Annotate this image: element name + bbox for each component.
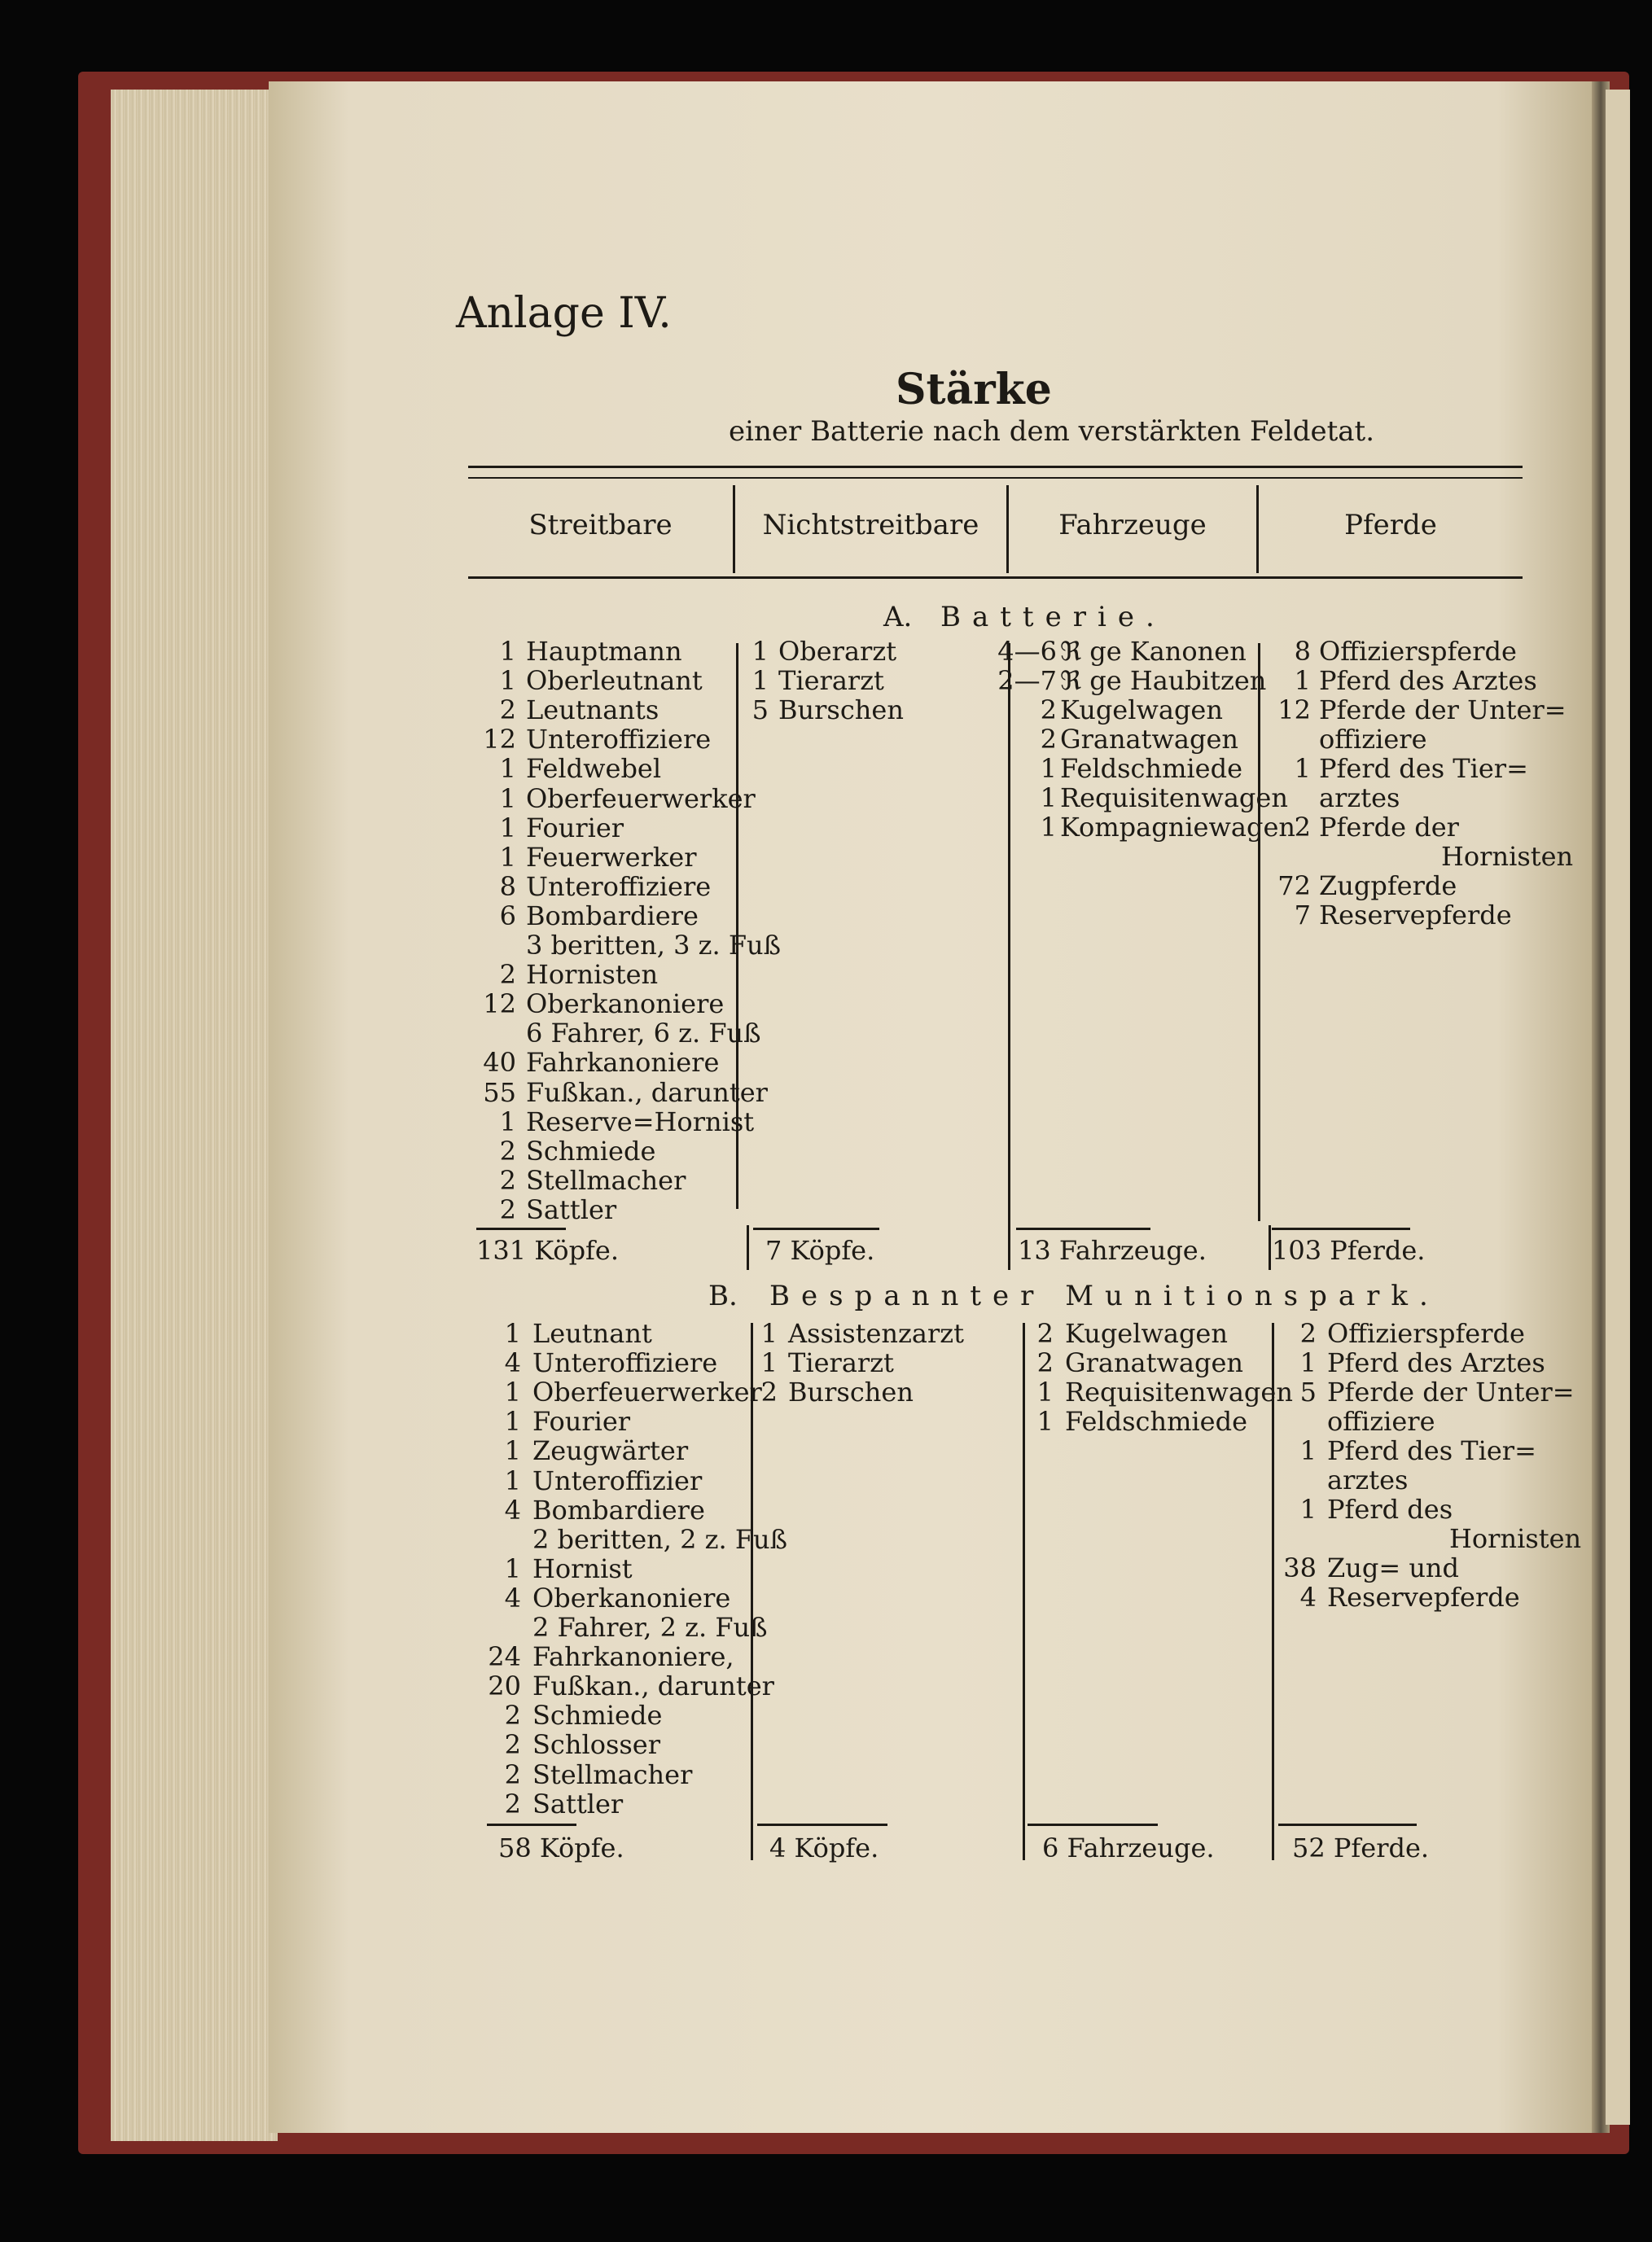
pferde-row-count: 1 — [1299, 1435, 1317, 1466]
section-b-sum-rule-4 — [1278, 1824, 1417, 1826]
streitbare-row-label: Fahrkanoniere, — [532, 1641, 734, 1673]
pferde-row-count: 1 — [1294, 665, 1311, 696]
streitbare-row-label: 3 beritten, 3 z. Fuß — [526, 930, 782, 961]
streitbare-row-count: 6 — [499, 900, 516, 931]
streitbare-row-label: 2 Fahrer, 2 z. Fuß — [532, 1612, 768, 1643]
pferde-row-count: 4 — [1299, 1582, 1317, 1613]
fahrzeuge-row-label: Kompagniewagen — [1060, 812, 1295, 843]
section-b-sum-rule-2 — [757, 1824, 887, 1826]
pferde-row-count: 72 — [1277, 870, 1311, 901]
streitbare-row-count: 2 — [504, 1758, 521, 1790]
appendix-label: Anlage IV. — [456, 289, 672, 338]
header-rule-top2 — [468, 477, 1523, 479]
streitbare-row-label: 2 beritten, 2 z. Fuß — [532, 1523, 788, 1555]
pferde-row-label: Pferde der Unter= — [1319, 694, 1567, 725]
streitbare-row-label: Oberkanoniere — [526, 988, 725, 1020]
pferde-row-count: 1 — [1299, 1494, 1317, 1525]
streitbare-row-count: 55 — [483, 1076, 516, 1108]
page-subtitle: einer Batterie nach dem verstärkten Feldetat. — [729, 415, 1375, 448]
section-b-total-fahrzeuge: 6 Fahrzeuge. — [1042, 1833, 1215, 1863]
streitbare-row-count: 1 — [504, 1435, 521, 1467]
streitbare-row-count: 2 — [504, 1700, 521, 1732]
pferde-row-label: Zugpferde — [1319, 870, 1457, 901]
section-b-total-streitbare: 58 Köpfe. — [498, 1833, 624, 1863]
nichtstreitbare-row-count: 5 — [752, 694, 769, 725]
pferde-row-label: offiziere — [1327, 1406, 1435, 1437]
streitbare-row-count: 8 — [499, 870, 516, 902]
nichtstreitbare-row-label: Oberarzt — [778, 636, 897, 667]
streitbare-row-count: 2 — [499, 1135, 516, 1167]
pferde-row-label: Hornisten — [1449, 1523, 1582, 1554]
header-nichtstreitbare: Nichtstreitbare — [762, 509, 979, 541]
section-a-total-bracket-4 — [1269, 1225, 1271, 1270]
facing-page-edge — [1606, 90, 1630, 2125]
pferde-row-label: Pferd des — [1327, 1494, 1453, 1525]
section-a-label: Batterie. — [940, 601, 1166, 633]
pferde-row-label: arztes — [1319, 782, 1400, 813]
nichtstreitbare-row-label: Tierarzt — [778, 665, 884, 696]
pferde-row-count: 5 — [1299, 1377, 1317, 1408]
section-b-total-nichtstreitbare: 4 Köpfe. — [769, 1833, 879, 1863]
pferde-row-label: Reservepferde — [1327, 1582, 1520, 1613]
pferde-row-label: Pferde der Unter= — [1327, 1377, 1575, 1408]
section-a-total-pferde: 103 Pferde. — [1272, 1235, 1426, 1266]
streitbare-row-label: Schmiede — [526, 1135, 656, 1167]
pferde-row-label: Pferd des Tier= — [1327, 1435, 1536, 1466]
section-b-sum-rule-3 — [1028, 1824, 1158, 1826]
fahrzeuge-row-count: 2 — [1036, 1318, 1054, 1349]
header-rule-bottom — [468, 576, 1523, 579]
streitbare-row-count: 4 — [504, 1347, 521, 1379]
pferde-row-count: 2 — [1299, 1318, 1317, 1349]
streitbare-row-count: 1 — [504, 1552, 521, 1584]
fahrzeuge-row-label: Feldschmiede — [1065, 1406, 1247, 1437]
streitbare-row-count: 4 — [504, 1582, 521, 1614]
streitbare-row-count: 2 — [504, 1729, 521, 1761]
streitbare-row-label: 6 Fahrer, 6 z. Fuß — [526, 1018, 761, 1049]
fahrzeuge-row-label: Feldschmiede — [1060, 753, 1242, 784]
nichtstreitbare-row-count: 1 — [752, 636, 769, 667]
pferde-row-count: 12 — [1277, 694, 1311, 725]
streitbare-row-count: 1 — [499, 812, 516, 843]
nichtstreitbare-row-count: 1 — [760, 1347, 778, 1378]
streitbare-row-count: 40 — [483, 1047, 516, 1079]
fahrzeuge-row-count: 1 — [1040, 782, 1057, 813]
pferde-row-count: 7 — [1294, 900, 1311, 931]
pferde-row-count: 38 — [1283, 1552, 1317, 1583]
streitbare-row-count: 12 — [483, 988, 516, 1020]
nichtstreitbare-row-count: 1 — [760, 1318, 778, 1349]
section-a-sum-rule-3 — [1016, 1228, 1150, 1230]
fahrzeuge-row-label: Granatwagen — [1065, 1347, 1243, 1378]
section-a-total-nichtstreitbare: 7 Köpfe. — [765, 1235, 875, 1266]
streitbare-row-label: Bombardiere — [526, 900, 699, 931]
fahrzeuge-row-count: 2—7 — [997, 665, 1057, 696]
header-rule-top — [468, 466, 1523, 468]
streitbare-row-count: 1 — [499, 782, 516, 814]
fahrzeuge-row-count: 1 — [1036, 1377, 1054, 1408]
pferde-row-count: 8 — [1294, 636, 1311, 667]
section-a-sum-rule-2 — [753, 1228, 879, 1230]
streitbare-row-label: Bombardiere — [532, 1494, 705, 1526]
fahrzeuge-row-count: 4—6 — [997, 636, 1057, 667]
section-a-total-bracket-2 — [747, 1225, 749, 1270]
streitbare-row-label: Fußkan., darunter — [526, 1076, 768, 1108]
streitbare-row-label: Schmiede — [532, 1700, 663, 1732]
streitbare-row-label: Fahrkanoniere — [526, 1047, 720, 1079]
section-a-divider-3 — [1258, 643, 1260, 1221]
fahrzeuge-row-label: Kugelwagen — [1060, 694, 1223, 725]
streitbare-row-label: Unteroffiziere — [526, 870, 712, 902]
fahrzeuge-row-label: ℜ ge Kanonen — [1060, 636, 1247, 667]
streitbare-row-label: Fußkan., darunter — [532, 1671, 774, 1702]
streitbare-row-count: 2 — [504, 1788, 521, 1819]
streitbare-row-count: 2 — [499, 694, 516, 726]
streitbare-row-count: 12 — [483, 724, 516, 755]
fahrzeuge-row-label: Kugelwagen — [1065, 1318, 1228, 1349]
nichtstreitbare-row-count: 2 — [760, 1377, 778, 1408]
pferde-row-label: Pferde der — [1319, 812, 1459, 843]
fahrzeuge-row-count: 2 — [1036, 1347, 1054, 1378]
streitbare-row-label: Stellmacher — [532, 1758, 693, 1790]
streitbare-row-count: 1 — [504, 1406, 521, 1438]
pferde-row-count: 1 — [1299, 1347, 1317, 1378]
streitbare-row-label: Reserve=Hornist — [526, 1106, 755, 1137]
streitbare-row-count: 24 — [488, 1641, 521, 1673]
streitbare-row-count: 1 — [499, 753, 516, 785]
streitbare-row-label: Feuerwerker — [526, 841, 697, 873]
streitbare-row-count: 1 — [504, 1465, 521, 1496]
streitbare-row-count: 1 — [499, 841, 516, 873]
streitbare-row-label: Unteroffiziere — [532, 1347, 718, 1379]
nichtstreitbare-row-label: Assistenzarzt — [788, 1318, 964, 1349]
streitbare-row-count: 2 — [499, 959, 516, 991]
fahrzeuge-row-count: 2 — [1040, 724, 1057, 755]
header-pferde: Pferde — [1344, 509, 1437, 541]
streitbare-row-label: Fourier — [532, 1406, 631, 1438]
fahrzeuge-row-count: 1 — [1036, 1406, 1054, 1437]
section-a-sum-rule-1 — [476, 1228, 566, 1230]
streitbare-row-count: 2 — [499, 1164, 516, 1196]
streitbare-row-label: Unteroffizier — [532, 1465, 703, 1496]
pferde-row-label: Offizierspferde — [1319, 636, 1517, 667]
streitbare-row-label: Oberleutnant — [526, 665, 703, 697]
streitbare-row-count: 1 — [499, 636, 516, 667]
streitbare-row-count: 1 — [504, 1377, 521, 1408]
pferde-row-count: 1 — [1294, 753, 1311, 784]
section-a-total-fahrzeuge: 13 Fahrzeuge. — [1018, 1235, 1207, 1266]
section-b-sum-rule-1 — [487, 1824, 576, 1826]
fahrzeuge-row-count: 2 — [1040, 694, 1057, 725]
section-b-label: Bespannter Munitionspark. — [769, 1280, 1439, 1312]
streitbare-row-count: 1 — [499, 665, 516, 697]
streitbare-row-label: Leutnants — [526, 694, 659, 726]
streitbare-row-label: Hornisten — [526, 959, 659, 991]
streitbare-row-label: Oberkanoniere — [532, 1582, 731, 1614]
streitbare-row-count: 20 — [488, 1671, 521, 1702]
section-b-letter: B. — [708, 1280, 738, 1312]
streitbare-row-count: 1 — [504, 1318, 521, 1349]
section-a-sum-rule-4 — [1272, 1228, 1410, 1230]
pferde-row-label: Hornisten — [1441, 841, 1574, 872]
header-fahrzeuge: Fahrzeuge — [1058, 509, 1207, 541]
nichtstreitbare-row-label: Burschen — [788, 1377, 914, 1408]
streitbare-row-label: Zeugwärter — [532, 1435, 689, 1467]
section-b-total-pferde: 52 Pferde. — [1292, 1833, 1430, 1863]
pferde-row-count: 2 — [1294, 812, 1311, 843]
pferde-row-label: Pferd des Arztes — [1327, 1347, 1545, 1378]
streitbare-row-count: 1 — [499, 1106, 516, 1137]
page-title: Stärke — [896, 365, 1052, 414]
page-edges — [111, 90, 278, 2141]
pferde-row-label: Zug= und — [1327, 1552, 1460, 1583]
fahrzeuge-row-label: ℜ ge Haubitzen — [1060, 665, 1267, 696]
streitbare-row-label: Oberfeuerwerker — [532, 1377, 762, 1408]
fahrzeuge-row-count: 1 — [1040, 812, 1057, 843]
fahrzeuge-row-label: Granatwagen — [1060, 724, 1238, 755]
streitbare-row-label: Feldwebel — [526, 753, 662, 785]
streitbare-row-label: Sattler — [526, 1193, 617, 1225]
streitbare-row-label: Fourier — [526, 812, 624, 843]
pferde-row-label: arztes — [1327, 1465, 1409, 1495]
streitbare-row-label: Hornist — [532, 1552, 633, 1584]
streitbare-row-label: Unteroffiziere — [526, 724, 712, 755]
section-a-total-streitbare: 131 Köpfe. — [476, 1235, 619, 1266]
streitbare-row-count: 4 — [504, 1494, 521, 1526]
streitbare-row-label: Oberfeuerwerker — [526, 782, 756, 814]
fahrzeuge-row-label: Requisitenwagen — [1065, 1377, 1293, 1408]
streitbare-row-label: Schlosser — [532, 1729, 661, 1761]
nichtstreitbare-row-label: Burschen — [778, 694, 904, 725]
streitbare-row-label: Sattler — [532, 1788, 624, 1819]
fahrzeuge-row-label: Requisitenwagen — [1060, 782, 1288, 813]
streitbare-row-label: Hauptmann — [526, 636, 682, 667]
streitbare-row-label: Leutnant — [532, 1318, 652, 1349]
section-a-letter: A. — [883, 601, 913, 633]
pferde-row-label: Pferd des Tier= — [1319, 753, 1528, 784]
streitbare-row-label: Stellmacher — [526, 1164, 686, 1196]
nichtstreitbare-row-label: Tierarzt — [788, 1347, 894, 1378]
fahrzeuge-row-count: 1 — [1040, 753, 1057, 784]
nichtstreitbare-row-count: 1 — [752, 665, 769, 696]
pferde-row-label: offiziere — [1319, 724, 1427, 755]
pferde-row-label: Reservepferde — [1319, 900, 1512, 931]
streitbare-row-count: 2 — [499, 1193, 516, 1225]
pferde-row-label: Offizierspferde — [1327, 1318, 1525, 1349]
header-streitbare: Streitbare — [528, 509, 673, 541]
pferde-row-label: Pferd des Arztes — [1319, 665, 1537, 696]
